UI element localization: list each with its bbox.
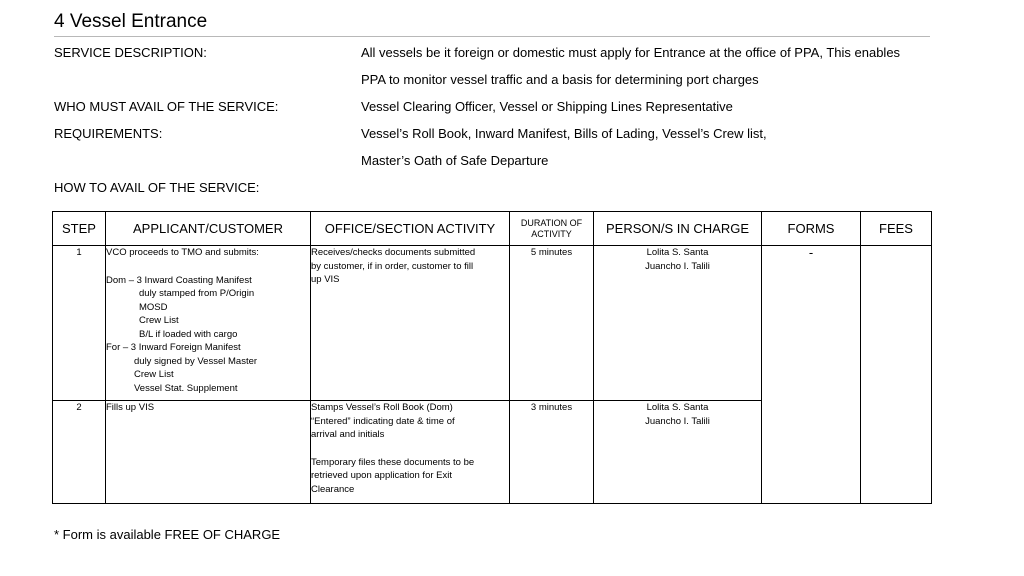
how-to-avail-label: HOW TO AVAIL OF THE SERVICE: — [54, 180, 260, 195]
person-line: Juancho I. Talili — [645, 260, 710, 272]
applicant-line: duly signed by Vessel Master — [134, 355, 258, 367]
who-must-avail-value: Vessel Clearing Officer, Vessel or Shipping Lines Representative — [361, 99, 733, 114]
applicant-cell: Fills up VIS — [106, 401, 311, 504]
person-line: Juancho I. Talili — [645, 415, 710, 427]
requirements-line-1: Vessel’s Roll Book, Inward Manifest, Bills of Lading, Vessel’s Crew list, — [361, 126, 767, 141]
applicant-line: Crew List — [134, 369, 174, 380]
header-office: OFFICE/SECTION ACTIVITY — [311, 212, 510, 246]
header-person: PERSON/S IN CHARGE — [594, 212, 762, 246]
step-number: 2 — [53, 401, 106, 504]
office-line: arrival and initials — [311, 429, 385, 440]
page-title: 4 Vessel Entrance — [54, 11, 208, 32]
service-steps-table — [52, 211, 932, 504]
requirements-label: REQUIREMENTS: — [54, 126, 163, 141]
office-line: Stamps Vessel’s Roll Book (Dom) — [311, 402, 453, 413]
step-number: 1 — [53, 246, 106, 401]
office-line: retrieved upon application for Exit — [311, 470, 452, 481]
service-description-line-2: PPA to monitor vessel traffic and a basis for determining port charges — [361, 72, 759, 87]
duration-cell: 3 minutes — [510, 401, 594, 504]
office-line: up VIS — [311, 274, 340, 285]
header-duration — [510, 212, 594, 246]
service-description-label: SERVICE DESCRIPTION: — [54, 45, 207, 60]
header-forms: FORMS — [762, 212, 861, 246]
header-fees: FEES — [861, 212, 932, 246]
footer-note: * Form is available FREE OF CHARGE — [54, 527, 281, 542]
header-step: STEP — [53, 212, 106, 246]
applicant-line: For – 3 Inward Foreign Manifest — [106, 342, 241, 353]
fees-cell — [861, 246, 932, 504]
person-line: Lolita S. Santa — [646, 247, 709, 258]
who-must-avail-label: WHO MUST AVAIL OF THE SERVICE: — [54, 99, 279, 114]
office-activity-cell — [311, 401, 510, 504]
header-applicant: APPLICANT/CUSTOMER — [106, 212, 311, 246]
office-line: Clearance — [311, 483, 355, 495]
person-line: Lolita S. Santa — [646, 402, 709, 413]
table-row — [53, 246, 932, 401]
requirements-line-2: Master’s Oath of Safe Departure — [361, 153, 549, 168]
office-activity-cell — [311, 246, 510, 401]
header-duration-line-1: DURATION OF — [520, 217, 583, 228]
applicant-line: duly stamped from P/Origin — [139, 288, 255, 299]
applicant-line: Vessel Stat. Supplement — [134, 382, 238, 394]
person-in-charge-cell — [594, 401, 762, 504]
applicant-line: VCO proceeds to TMO and submits: — [106, 247, 259, 258]
title-divider — [54, 36, 930, 37]
applicant-line: Dom – 3 Inward Coasting Manifest — [106, 274, 252, 286]
office-line: Temporary files these documents to be — [311, 456, 475, 468]
office-line: “Entered” indicating date & time of — [311, 415, 455, 427]
service-description-line-1: All vessels be it foreign or domestic must apply for Entrance at the office of PPA, This enables — [361, 45, 901, 60]
applicant-line: B/L if loaded with cargo — [139, 328, 238, 340]
header-duration-line-2: ACTIVITY — [531, 228, 572, 239]
applicant-cell — [106, 246, 311, 401]
duration-cell: 5 minutes — [510, 246, 594, 401]
forms-cell: - — [762, 246, 861, 504]
office-line: Receives/checks documents submitted — [311, 247, 476, 258]
table-header-row — [53, 212, 932, 246]
office-line: by customer, if in order, customer to fill — [311, 260, 474, 272]
applicant-line: MOSD — [139, 301, 168, 313]
applicant-line: Crew List — [139, 315, 179, 326]
person-in-charge-cell — [594, 246, 762, 401]
